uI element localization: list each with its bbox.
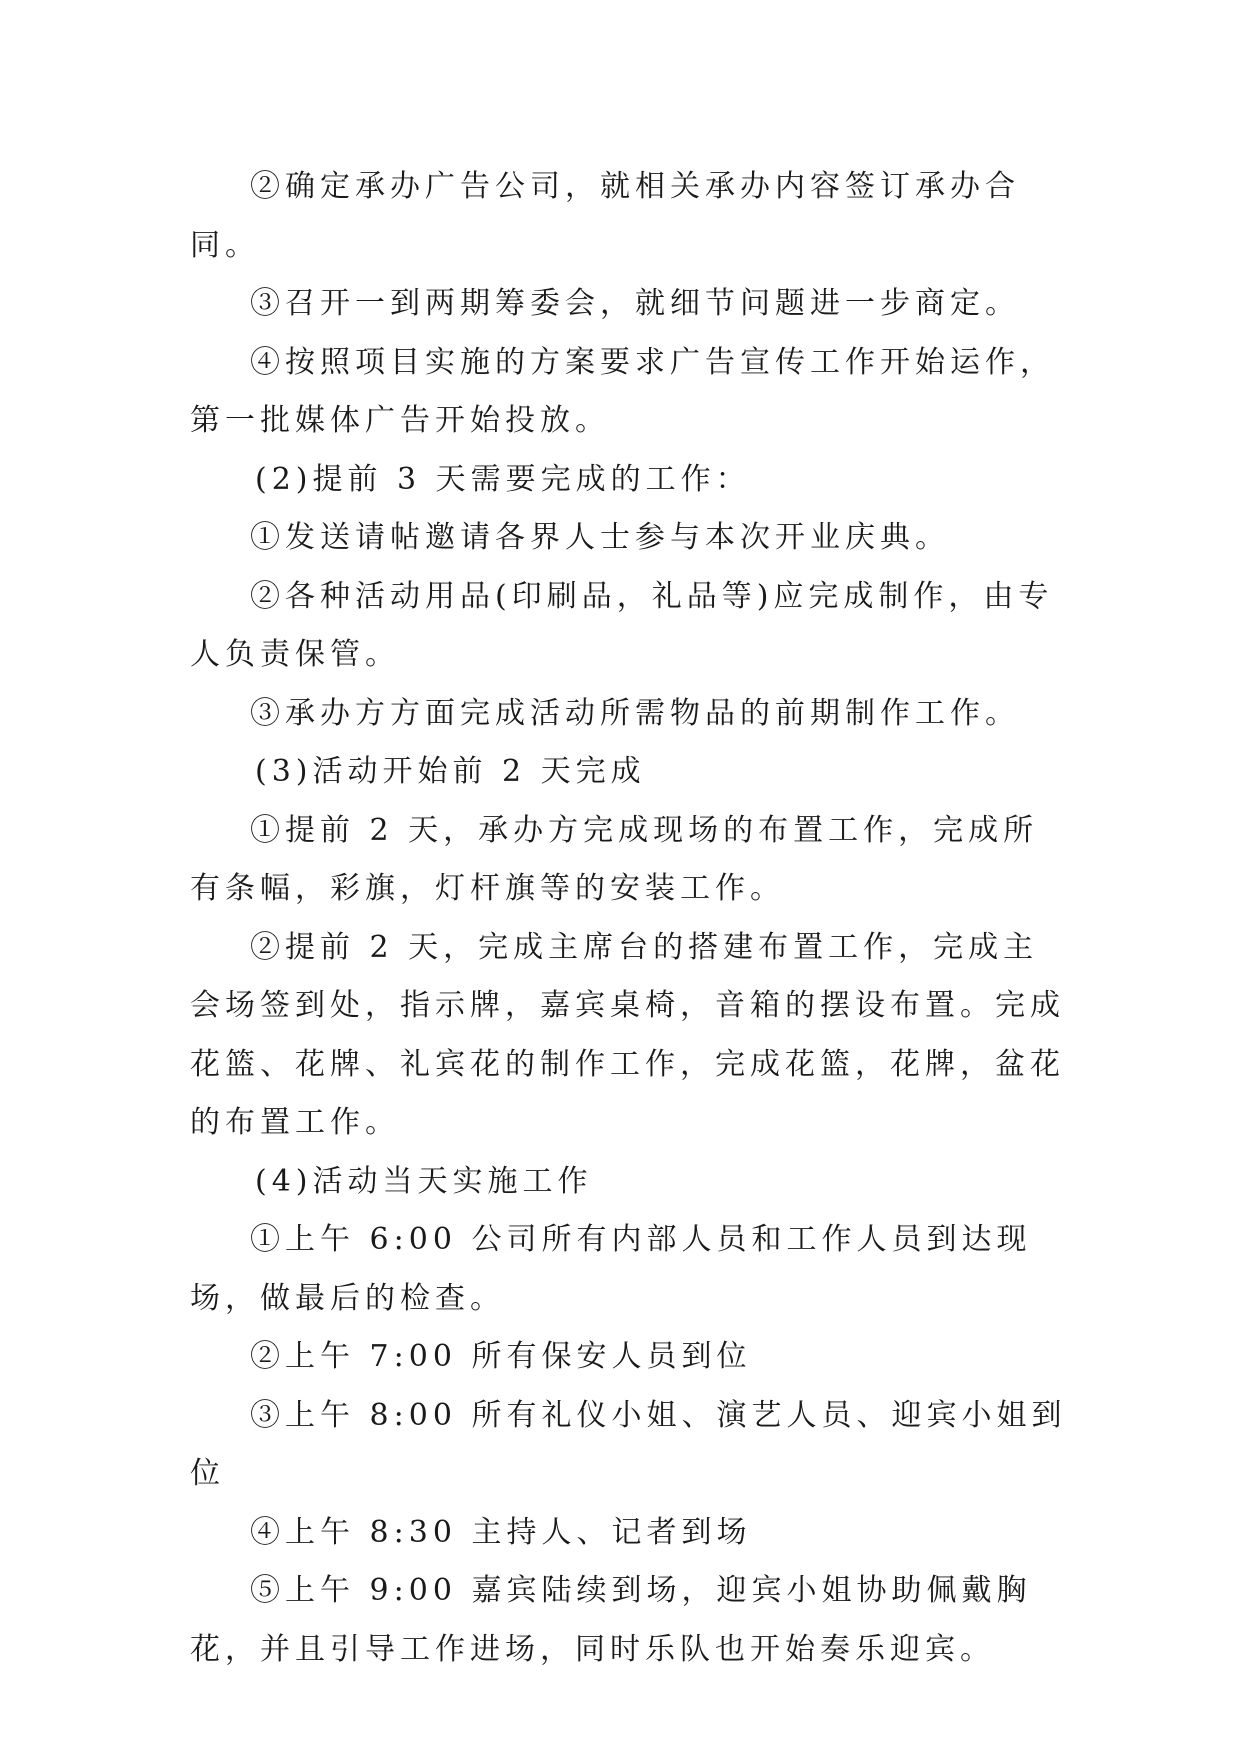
paragraph-item: ②上午 7:00 所有保安人员到位 [250, 1339, 752, 1374]
section-heading: (2)提前 3 天需要完成的工作： [255, 461, 751, 497]
paragraph-item: ③上午 8:00 所有礼仪小姐、演艺人员、迎宾小姐到位 [190, 1397, 1067, 1491]
paragraph-item: ⑤上午 9:00 嘉宾陆续到场，迎宾小姐协助佩戴胸花，并且引导工作进场，同时乐队也开始奏乐迎宾。 [190, 1573, 1032, 1667]
paragraph-item: ②提前 2 天，完成主席台的搭建布置工作，完成主会场签到处，指示牌，嘉宾桌椅，音箱的摆设布置。完成花篮、花牌、礼宾花的制作工作，完成花篮，花牌，盆花的布置工作。 [190, 929, 1065, 1140]
section-heading: (3)活动开始前 2 天完成 [255, 754, 646, 789]
paragraph-item: ④按照项目实施的方案要求广告宣传工作开始运作，第一批媒体广告开始投放。 [190, 344, 1055, 438]
section-heading: (4)活动当天实施工作 [255, 1163, 593, 1199]
paragraph-item: ③召开一到两期筹委会，就细节问题进一步商定。 [250, 286, 1020, 321]
paragraph-item: ④上午 8:30 主持人、记者到场 [250, 1514, 752, 1550]
paragraph-item: ①发送请帖邀请各界人士参与本次开业庆典。 [250, 520, 950, 555]
paragraph-item: ③承办方方面完成活动所需物品的前期制作工作。 [250, 695, 1020, 731]
paragraph-item: ②各种活动用品(印刷品，礼品等)应完成制作，由专人负责保管。 [190, 578, 1054, 672]
document-body [190, 158, 1070, 1679]
paragraph-item: ②确定承办广告公司，就相关承办内容签订承办合同。 [190, 169, 1020, 263]
paragraph-item: ①提前 2 天，承办方完成现场的布置工作，完成所有条幅，彩旗，灯杆旗等的安装工作。 [190, 812, 1039, 906]
paragraph-item: ①上午 6:00 公司所有内部人员和工作人员到达现场，做最后的检查。 [190, 1222, 1032, 1316]
